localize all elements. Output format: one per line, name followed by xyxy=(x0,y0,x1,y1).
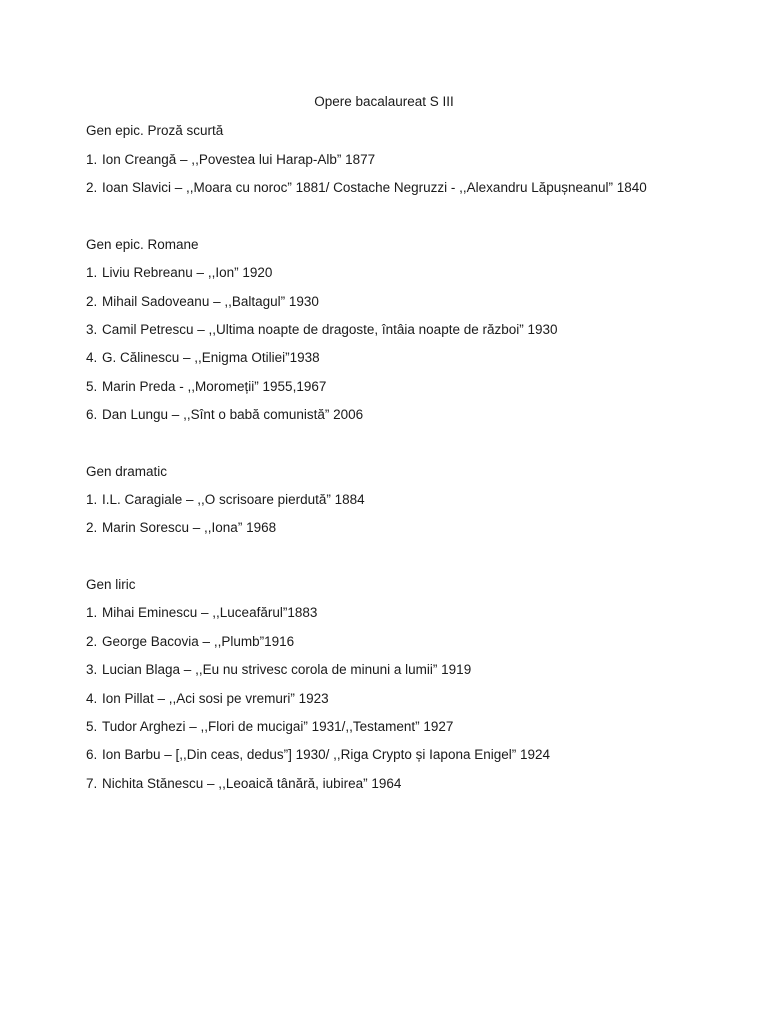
list-item-text: G. Călinescu – ,,Enigma Otiliei”1938 xyxy=(102,350,320,365)
list-item-text: Liviu Rebreanu – ,,Ion” 1920 xyxy=(102,265,273,280)
section-heading-romane: Gen epic. Romane xyxy=(86,237,199,252)
list-item-number: 1. xyxy=(86,152,98,167)
list-item-number: 1. xyxy=(86,265,98,280)
list-item xyxy=(86,320,558,340)
list-item xyxy=(86,717,453,737)
list-item-text: Tudor Arghezi – ,,Flori de mucigai” 1931/,,Testament” 1927 xyxy=(102,719,454,734)
list-item xyxy=(86,377,326,397)
list-item-number: 5. xyxy=(86,719,98,734)
section-heading-liric: Gen liric xyxy=(86,577,136,592)
list-item-text: Ion Creangă – ,,Povestea lui Harap-Alb” 1877 xyxy=(102,152,376,167)
list-item-text: Ion Barbu – [,,Din ceas, dedus”] 1930/ ,,Riga Crypto și Iapona Enigel” 1924 xyxy=(102,747,551,762)
list-item-text: Mihail Sadoveanu – ,,Baltagul” 1930 xyxy=(102,294,319,309)
list-item-text: Lucian Blaga – ,,Eu nu strivesc corola de minuni a lumii” 1919 xyxy=(102,662,472,677)
list-item-number: 4. xyxy=(86,350,98,365)
list-item-text: Ion Pillat – ,,Aci sosi pe vremuri” 1923 xyxy=(102,691,329,706)
list-item-text: I.L. Caragiale – ,,O scrisoare pierdută” 1884 xyxy=(102,492,365,507)
list-item-number: 7. xyxy=(86,776,98,791)
list-item xyxy=(86,518,276,538)
list-item xyxy=(86,292,319,312)
list-item-number: 1. xyxy=(86,492,98,507)
list-item xyxy=(86,745,550,765)
section-heading-proza-scurta: Gen epic. Proză scurtă xyxy=(86,123,224,138)
list-item xyxy=(86,603,317,623)
list-item-text: Dan Lungu – ,,Sînt o babă comunistă” 2006 xyxy=(102,407,364,422)
list-item-text: Marin Preda - ,,Moromeții” 1955,1967 xyxy=(102,379,327,394)
list-item-text: Marin Sorescu – ,,Iona” 1968 xyxy=(102,520,277,535)
list-item-number: 1. xyxy=(86,605,98,620)
list-item-number: 3. xyxy=(86,322,98,337)
list-item-number: 3. xyxy=(86,662,98,677)
list-item-text: Camil Petrescu – ,,Ultima noapte de dragoste, întâia noapte de război” 1930 xyxy=(102,322,558,337)
list-item xyxy=(86,348,320,368)
list-item-number: 2. xyxy=(86,294,98,309)
list-item xyxy=(86,632,294,652)
list-item xyxy=(86,263,272,283)
list-item-number: 5. xyxy=(86,379,98,394)
list-item-number: 2. xyxy=(86,520,98,535)
list-item-text: Ioan Slavici – ,,Moara cu noroc” 1881/ Costache Negruzzi - ,,Alexandru Lăpușneanul” 1840 xyxy=(102,180,647,195)
list-item xyxy=(86,490,365,510)
list-item-number: 6. xyxy=(86,747,98,762)
list-item-number: 2. xyxy=(86,634,98,649)
list-item-number: 2. xyxy=(86,180,98,195)
list-item-number: 6. xyxy=(86,407,98,422)
list-item xyxy=(86,178,647,198)
list-item xyxy=(86,150,375,170)
list-item-text: Mihai Eminescu – ,,Luceafărul”1883 xyxy=(102,605,318,620)
section-heading-dramatic: Gen dramatic xyxy=(86,464,168,479)
list-item xyxy=(86,774,401,794)
list-item-number: 4. xyxy=(86,691,98,706)
document-title: Opere bacalaureat S III xyxy=(314,94,454,109)
list-item-text: George Bacovia – ,,Plumb”1916 xyxy=(102,634,295,649)
list-item xyxy=(86,689,329,709)
list-item xyxy=(86,405,363,425)
list-item-text: Nichita Stănescu – ,,Leoaică tânără, iubirea” 1964 xyxy=(102,776,402,791)
list-item xyxy=(86,660,471,680)
